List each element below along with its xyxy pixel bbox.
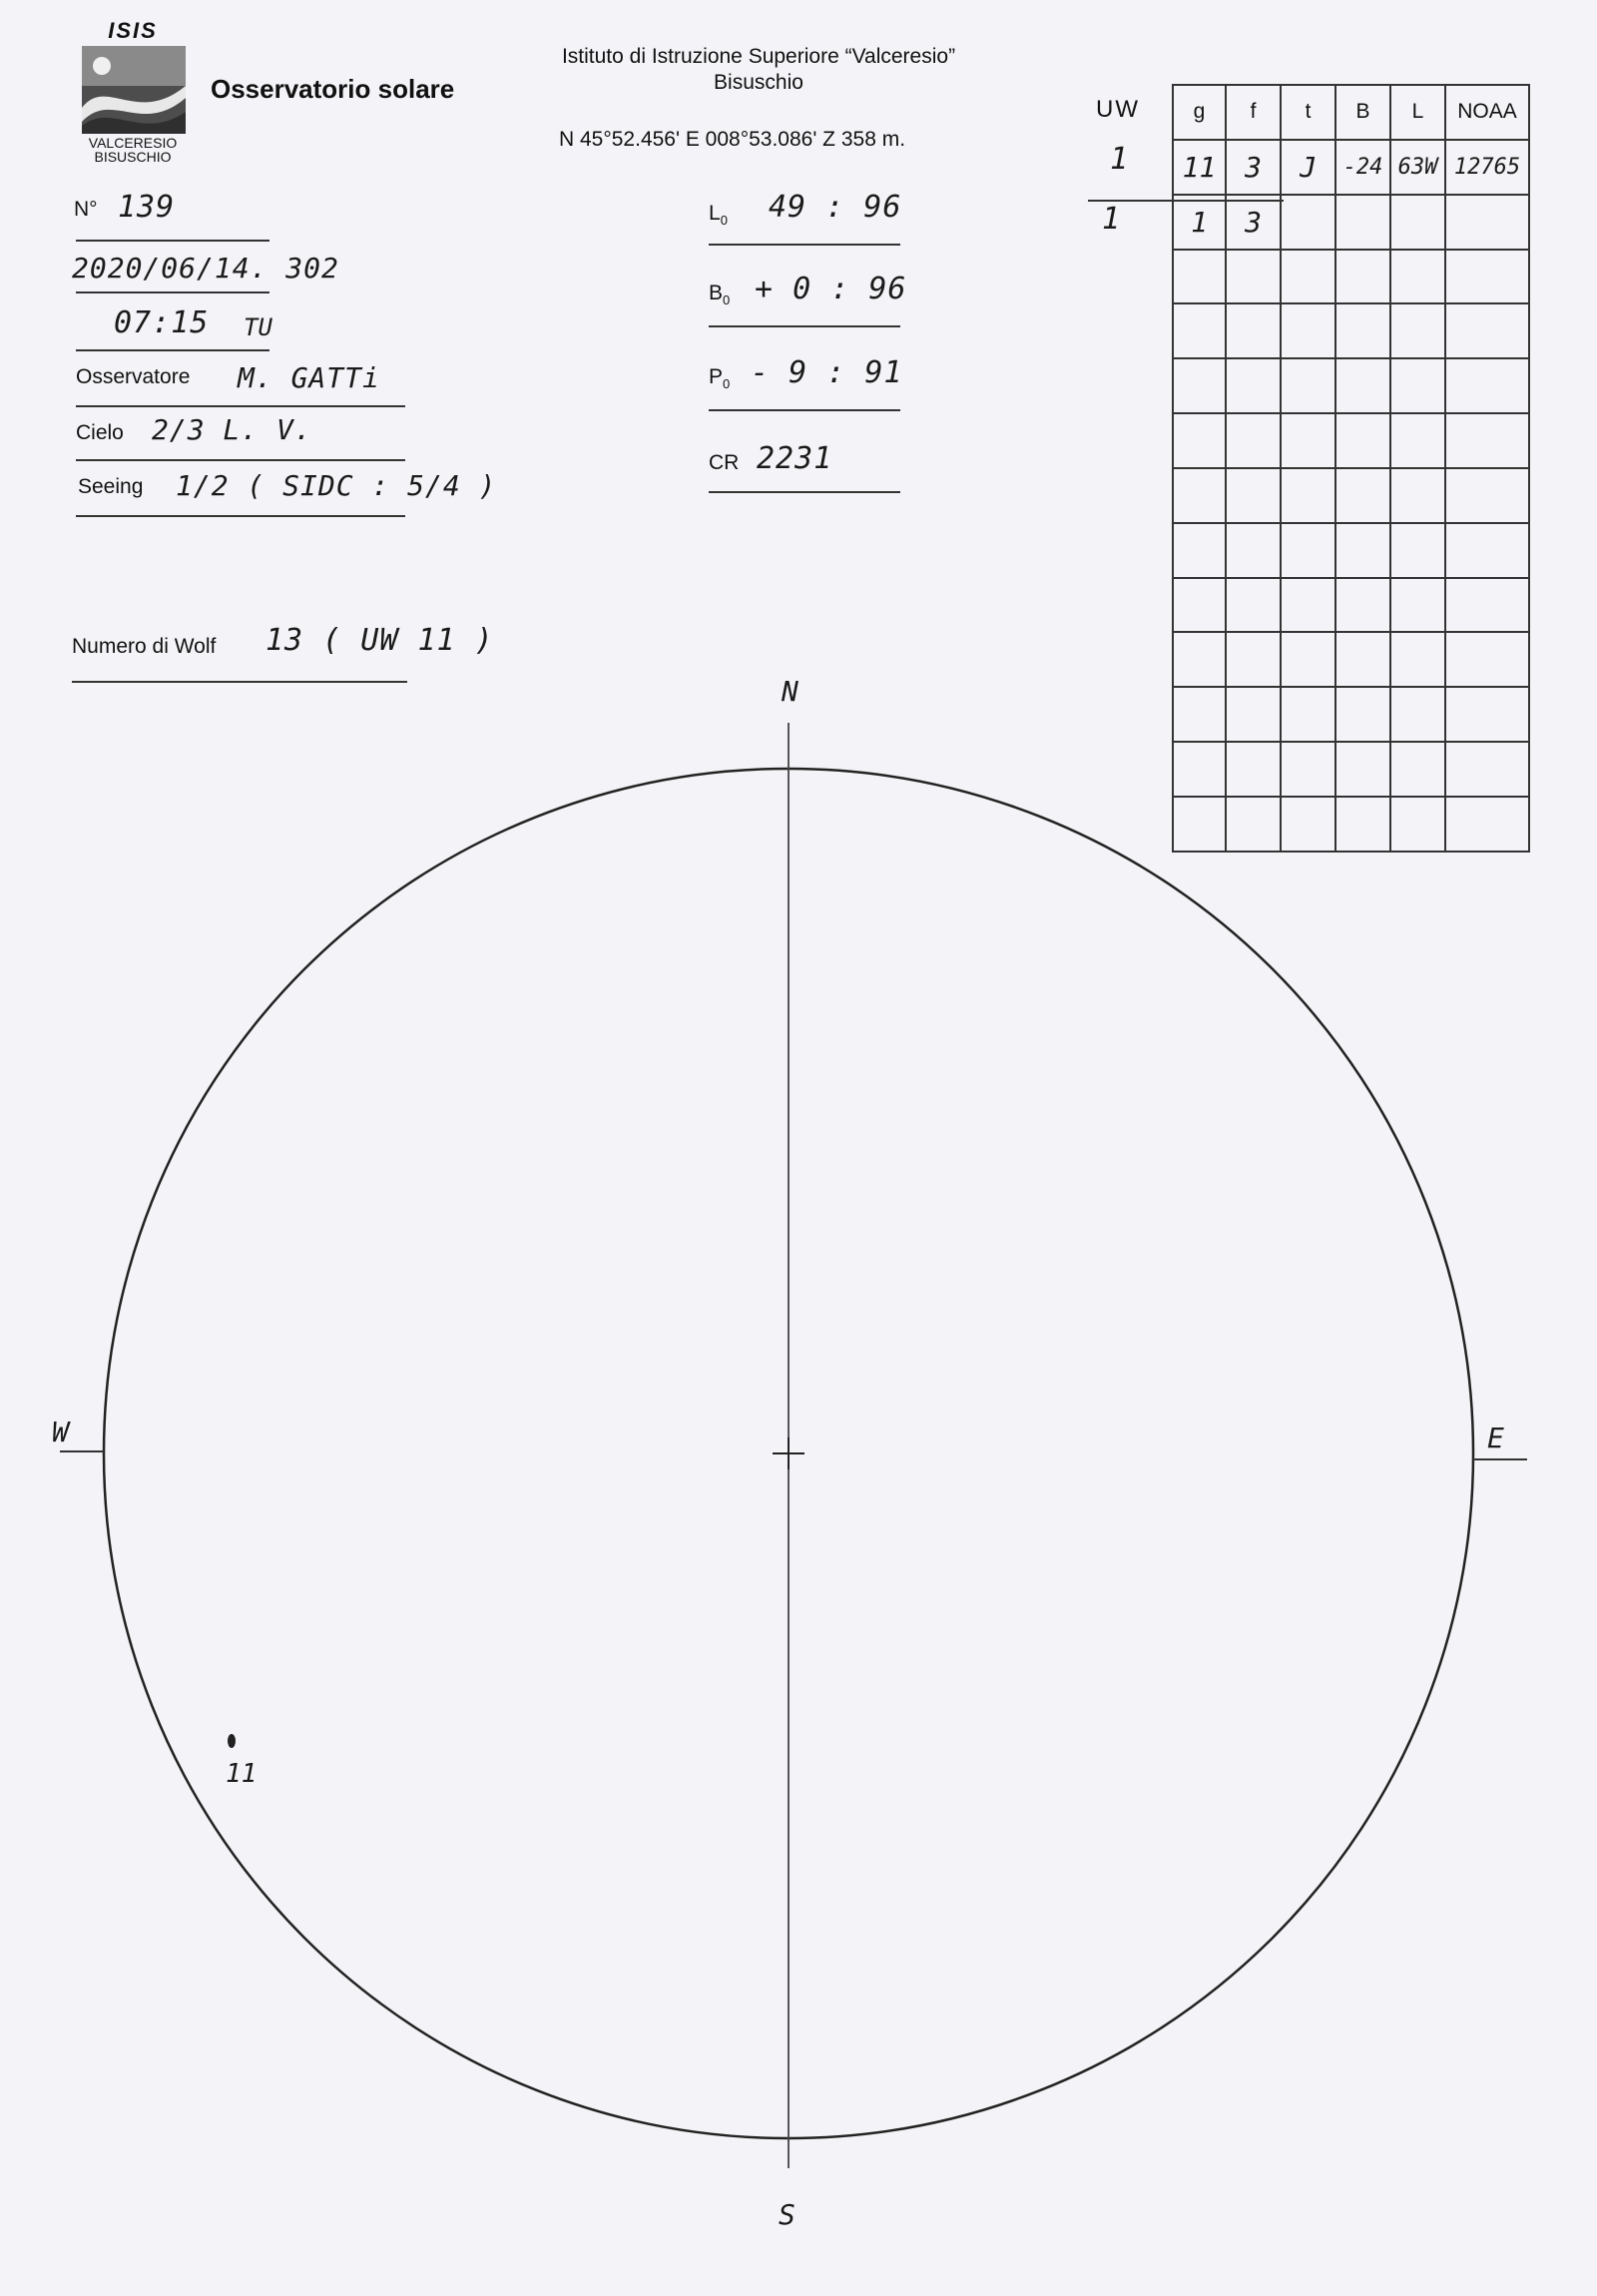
table-cell-empty: [1226, 523, 1281, 578]
table-cell-empty: [1226, 303, 1281, 358]
table-cell-empty: [1335, 303, 1390, 358]
table-row-empty: [1173, 468, 1529, 523]
table-row: [1173, 195, 1529, 250]
number-rule: [76, 240, 269, 242]
table-row: [1173, 140, 1529, 195]
table-cell-empty: [1335, 413, 1390, 468]
date-rule: [76, 291, 269, 293]
logo-graphic: [82, 46, 186, 134]
table-header-cell: NOAA: [1445, 85, 1529, 140]
table-cell-empty: [1445, 358, 1529, 413]
institute-name: [519, 44, 998, 96]
l0-subscript: 0: [720, 213, 728, 229]
b0-value: + 0 : 96: [755, 272, 907, 306]
uw-column-label: UW: [1096, 96, 1140, 123]
date-value: 2020/06/14. 302: [72, 252, 339, 285]
sunspot-group-11: [228, 1734, 236, 1748]
observatory-title: Osservatorio solare: [211, 74, 455, 104]
table-cell-empty: [1173, 523, 1226, 578]
table-cell-empty: [1390, 413, 1445, 468]
cr-value: 2231: [757, 441, 833, 476]
table-cell-empty: [1173, 358, 1226, 413]
table-cell-empty: [1445, 303, 1529, 358]
observer-rule: [76, 405, 405, 407]
table-cell-empty: [1226, 358, 1281, 413]
table-cell: 3: [1226, 140, 1281, 195]
sky-rule: [76, 459, 405, 461]
east-label: E: [1487, 1422, 1504, 1454]
table-cell: 1: [1173, 195, 1226, 250]
table-cell-empty: [1445, 468, 1529, 523]
table-cell: -24: [1335, 140, 1390, 195]
table-cell: [1445, 195, 1529, 250]
table-cell-empty: [1281, 468, 1335, 523]
time-rule: [76, 349, 269, 351]
table-cell-empty: [1445, 413, 1529, 468]
table-cell-empty: [1226, 250, 1281, 304]
table-cell-empty: [1335, 578, 1390, 633]
wolf-number-value: 13 ( UW 11 ): [266, 623, 494, 658]
north-label: N: [782, 675, 798, 708]
time-suffix: TU: [244, 313, 272, 341]
sky-label: Cielo: [76, 421, 124, 444]
table-cell-empty: [1390, 523, 1445, 578]
table-cell: [1390, 195, 1445, 250]
table-cell-empty: [1281, 413, 1335, 468]
table-cell-empty: [1173, 250, 1226, 304]
logo-caption: [78, 136, 188, 164]
table-cell: 12765: [1445, 140, 1529, 195]
wolf-number-label: Numero di Wolf: [72, 635, 217, 658]
sunspot-group-label: 11: [226, 1759, 258, 1789]
institute-logo: [78, 18, 188, 165]
table-cell-empty: [1173, 413, 1226, 468]
table-cell-empty: [1281, 358, 1335, 413]
table-cell-empty: [1226, 413, 1281, 468]
sky-value: 2/3 L. V.: [152, 413, 312, 446]
table-cell-empty: [1281, 303, 1335, 358]
b0-rule: [709, 325, 900, 327]
time-value: 07:15: [114, 305, 210, 340]
logo-top-text: ISIS: [108, 18, 158, 43]
table-cell-empty: [1173, 578, 1226, 633]
table-cell-empty: [1335, 468, 1390, 523]
table-cell-empty: [1390, 250, 1445, 304]
table-cell-empty: [1445, 578, 1529, 633]
logo-caption-line2: BISUSCHIO: [94, 149, 172, 165]
p0-letter: P: [709, 365, 724, 388]
table-cell: [1335, 195, 1390, 250]
table-cell: 3: [1226, 195, 1281, 250]
uw-value-row2: 1: [1102, 202, 1121, 237]
b0-letter: B: [709, 282, 724, 304]
table-row-empty: [1173, 523, 1529, 578]
observer-label: Osservatore: [76, 365, 191, 388]
b0-label: [709, 282, 730, 307]
number-label: N°: [74, 198, 98, 221]
uw-value-row1: 1: [1110, 142, 1129, 177]
seeing-value: 1/2 ( SIDC : 5/4 ): [176, 469, 497, 502]
table-header-cell: B: [1335, 85, 1390, 140]
table-row-empty: [1173, 303, 1529, 358]
institute-name-line2: Bisuschio: [714, 71, 803, 94]
table-cell-empty: [1281, 523, 1335, 578]
table-header-cell: f: [1226, 85, 1281, 140]
table-cell-empty: [1226, 578, 1281, 633]
table-cell-empty: [1335, 250, 1390, 304]
l0-label: [709, 202, 728, 228]
cr-rule: [709, 491, 900, 493]
p0-label: [709, 365, 730, 391]
south-label: S: [779, 2198, 796, 2231]
l0-letter: L: [709, 202, 721, 225]
number-value: 139: [118, 190, 176, 225]
table-cell-empty: [1173, 303, 1226, 358]
l0-value: 49 : 96: [769, 190, 902, 225]
seeing-rule: [76, 515, 405, 517]
table-row-empty: [1173, 413, 1529, 468]
table-header-cell: g: [1173, 85, 1226, 140]
table-cell-empty: [1390, 358, 1445, 413]
table-cell: 11: [1173, 140, 1226, 195]
solar-disk-drawing: [60, 679, 1537, 2236]
table-cell: 63W: [1390, 140, 1445, 195]
table-cell-empty: [1335, 523, 1390, 578]
table-cell-empty: [1390, 303, 1445, 358]
table-cell: J: [1281, 140, 1335, 195]
p0-value: - 9 : 91: [751, 355, 903, 390]
table-cell-empty: [1173, 468, 1226, 523]
table-cell-empty: [1335, 358, 1390, 413]
logo-caption-line1: VALCERESIO: [88, 135, 178, 151]
table-cell-empty: [1226, 468, 1281, 523]
table-header-cell: t: [1281, 85, 1335, 140]
table-cell-empty: [1445, 523, 1529, 578]
p0-rule: [709, 409, 900, 411]
table-cell-empty: [1281, 250, 1335, 304]
table-header-cell: L: [1390, 85, 1445, 140]
cr-label: CR: [709, 451, 740, 474]
l0-rule: [709, 244, 900, 246]
table-cell: [1281, 195, 1335, 250]
table-cell-empty: [1390, 578, 1445, 633]
table-row-empty: [1173, 358, 1529, 413]
table-row-empty: [1173, 578, 1529, 633]
seeing-label: Seeing: [78, 475, 144, 498]
p0-subscript: 0: [723, 376, 731, 392]
b0-subscript: 0: [723, 292, 731, 308]
institute-name-line1: Istituto di Istruzione Superiore “Valceresio”: [561, 45, 956, 68]
station-coordinates: N 45°52.456' E 008°53.086' Z 358 m.: [559, 128, 906, 151]
table-cell-empty: [1445, 250, 1529, 304]
table-header-row: [1173, 85, 1529, 140]
table-cell-empty: [1281, 578, 1335, 633]
table-row-empty: [1173, 250, 1529, 304]
observer-value: M. GATTi: [238, 361, 380, 394]
table-cell-empty: [1390, 468, 1445, 523]
west-label: W: [52, 1416, 69, 1448]
